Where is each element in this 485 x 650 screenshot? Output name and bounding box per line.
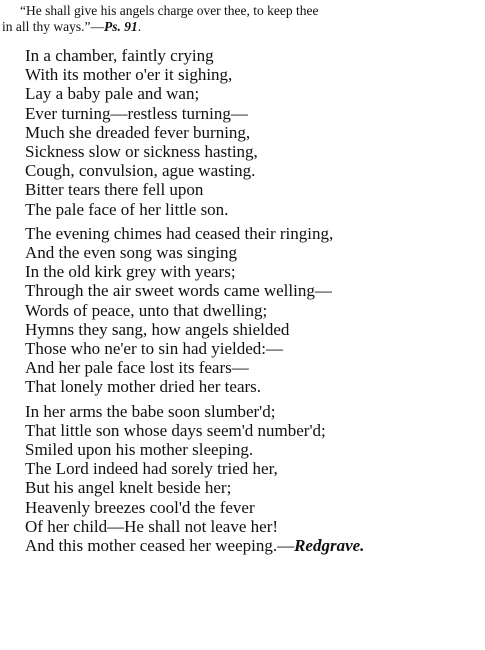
verse-line: In her arms the babe soon slumber'd; [25,401,276,421]
verse-line: That little son whose days seem'd number'd; [25,420,326,440]
verse-line: Sickness slow or sickness hasting, [25,142,258,162]
epigraph-citation-end: . [137,19,142,34]
verse-line: Ever turning—restless turning— [25,103,248,123]
verse-line: But his angel knelt beside her; [25,478,232,498]
verse-line: Lay a baby pale and wan; [25,84,200,104]
verse-line: And her pale face lost its fears— [25,358,249,378]
verse-line: Words of peace, unto that dwelling; [25,300,268,320]
verse-line: That lonely mother dried her tears. [25,377,262,397]
verse-line: In the old kirk grey with years; [25,262,236,282]
epigraph-text: in all thy ways.”— [2,19,104,34]
verse-line: The evening chimes had ceased their ringing, [25,223,334,243]
author-attribution: Redgrave. [294,536,365,556]
verse-line: Heavenly breezes cool'd the fever [25,497,255,517]
verse-line: Hymns they sang, how angels shielded [25,319,290,339]
poem-body [25,46,483,560]
verse-line-last [25,536,483,555]
last-line-text: And this mother ceased her weeping.— [25,536,295,556]
verse-line: Those who ne'er to sin had yielded:— [25,339,284,359]
verse-line: Of her child—He shall not leave her! [25,516,279,536]
stanza-1 [25,46,483,219]
stanza-2 [25,224,483,397]
epigraph-line-1: “He shall give his angels charge over thee, to keep thee [20,3,319,18]
verse-line: Cough, convulsion, ague wasting. [25,161,256,181]
epigraph-line-2 [2,19,482,35]
verse-line: Smiled upon his mother sleeping. [25,440,254,460]
verse-line: With its mother o'er it sighing, [25,65,233,85]
verse-line: Much she dreaded fever burning, [25,122,251,142]
epigraph-citation: Ps. 91 [103,19,138,34]
stanza-3 [25,402,483,556]
verse-line: Bitter tears there fell upon [25,180,204,200]
epigraph [2,3,482,35]
verse-line: In a chamber, faintly crying [25,46,214,65]
verse-line: The Lord indeed had sorely tried her, [25,459,278,479]
verse-line: Through the air sweet words came welling— [25,281,332,301]
verse-line: And the even song was singing [25,243,238,263]
verse-line: The pale face of her little son. [25,199,229,219]
